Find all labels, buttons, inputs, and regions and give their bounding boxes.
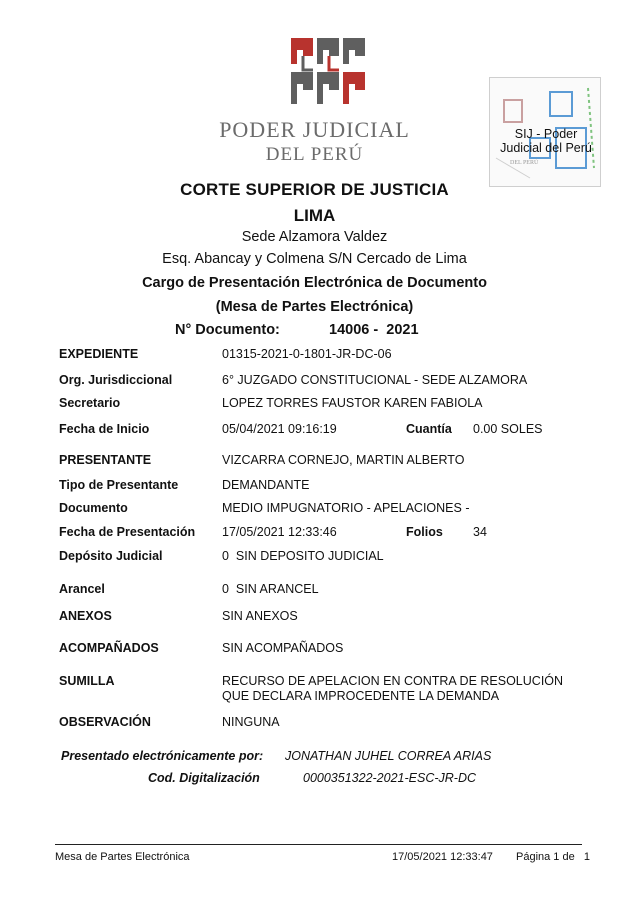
acompanados-value: SIN ACOMPAÑADOS [222,641,344,655]
svg-text:DEL PERÚ: DEL PERÚ [510,160,539,166]
document-number-value: 14006 - 2021 [329,322,419,338]
expediente-value: 01315-2021-0-1801-JR-DC-06 [222,347,392,361]
folios-value: 34 [473,525,487,539]
presentante-value: VIZCARRA CORNEJO, MARTIN ALBERTO [222,453,465,467]
arancel-value: 0 SIN ARANCEL [222,582,319,596]
observacion-value: NINGUNA [222,715,280,729]
cuantia-label: Cuantía [406,422,452,436]
document-number-label: N° Documento: [175,322,280,338]
stamp-text: SIJ - Poder Judicial del Perú [500,127,592,155]
mesa-title: (Mesa de Partes Electrónica) [215,299,414,315]
presentante-label: PRESENTANTE [59,453,152,467]
sumilla-line: RECURSO DE APELACION EN CONTRA DE RESOLUCIÓN [222,674,564,688]
brand-name: PODER JUDICIAL [219,117,410,142]
brand-country: DEL PERÚ [265,144,364,165]
document-number [175,322,419,338]
poder-judicial-logo-icon [289,36,367,106]
acompanados-label: ACOMPAÑADOS [59,641,159,655]
presented-by-label: Presentado electrónicamente por: [61,749,264,763]
deposito-label: Depósito Judicial [59,549,163,563]
cargo-title: Cargo de Presentación Electrónica de Documento [142,275,487,291]
fecha-inicio-label: Fecha de Inicio [59,422,150,436]
footer-divider [55,844,582,845]
court-title: CORTE SUPERIOR DE JUSTICIA [180,180,449,199]
anexos-value: SIN ANEXOS [222,609,298,623]
folios-label: Folios [406,525,443,539]
observacion-label: OBSERVACIÓN [59,715,151,729]
court-sede: Sede Alzamora Valdez [241,229,388,245]
court-city: LIMA [293,206,336,225]
documento-value: MEDIO IMPUGNATORIO - APELACIONES - [222,501,470,515]
fecha-presentacion-value: 17/05/2021 12:33:46 [222,525,337,539]
fecha-presentacion-label: Fecha de Presentación [59,525,196,539]
expediente-label: EXPEDIENTE [59,347,139,361]
cuantia-value: 0.00 SOLES [473,422,543,436]
footer-timestamp: 17/05/2021 12:33:47 [392,851,493,863]
cod-digitalizacion-value: 0000351322-2021-ESC-JR-DC [303,771,477,785]
secretario-label: Secretario [59,396,121,410]
fecha-inicio-value: 05/04/2021 09:16:19 [222,422,337,436]
cod-digitalizacion-label: Cod. Digitalización [148,771,260,785]
documento-label: Documento [59,501,128,515]
arancel-label: Arancel [59,582,105,596]
sumilla-line: QUE DECLARA IMPROCEDENTE LA DEMANDA [222,689,500,703]
sumilla-label: SUMILLA [59,674,115,688]
presented-by-value: JONATHAN JUHEL CORREA ARIAS [285,749,492,763]
sumilla-value [222,674,622,704]
court-address: Esq. Abancay y Colmena S/N Cercado de Lima [162,251,467,267]
tipo-label: Tipo de Presentante [59,478,179,492]
org-value: 6° JUZGADO CONSTITUCIONAL - SEDE ALZAMORA [222,373,528,387]
org-label: Org. Jurisdiccional [59,373,173,387]
deposito-value: 0 SIN DEPOSITO JUDICIAL [222,549,384,563]
footer-source: Mesa de Partes Electrónica [55,851,190,863]
digital-signature-stamp [489,77,601,187]
tipo-value: DEMANDANTE [222,478,310,492]
secretario-value: LOPEZ TORRES FAUSTOR KAREN FABIOLA [222,396,483,410]
anexos-label: ANEXOS [59,609,112,623]
footer-page: Página 1 de 1 [516,851,591,863]
